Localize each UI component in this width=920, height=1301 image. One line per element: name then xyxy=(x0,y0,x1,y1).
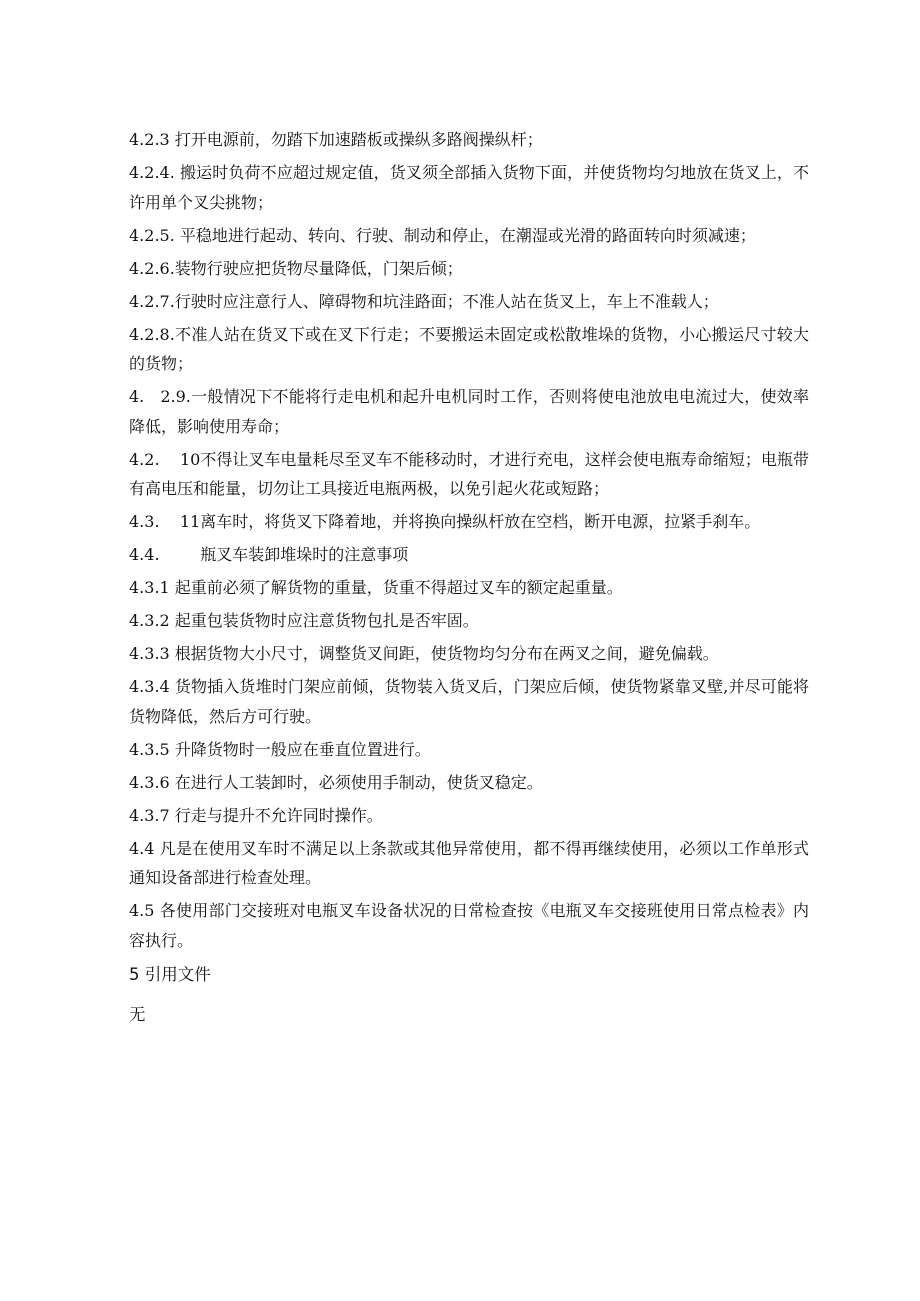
clause-4-3-4: 4.3.4 货物插入货堆时门架应前倾，货物装入货叉后，门架应后倾，使货物紧靠叉壁,并尽可能将货物降低，然后方可行驶。 xyxy=(129,677,809,726)
clause-4-2-10: 4.2. 10不得让叉车电量耗尽至叉车不能移动时，才进行充电，这样会使电瓶寿命缩短；电瓶带有高电压和能量，切勿让工具接近电瓶两极，以免引起火花或短路； xyxy=(129,449,809,498)
clause-4-2-9: 4. 2.9.一般情况下不能将行走电机和起升电机同时工作，否则将使电池放电电流过大，使效率降低，影响使用寿命； xyxy=(129,387,809,436)
clause-4-2-4: 4.2.4. 搬运时负荷不应超过规定值，货叉须全部插入货物下面，并使货物均匀地放在货叉上，不许用单个叉尖挑物； xyxy=(129,163,809,212)
clause-4-3-5: 4.3.5 升降货物时一般应在垂直位置进行。 xyxy=(129,739,431,759)
clause-4-3-11: 4.3. 11离车时，将货叉下降着地，并将换向操纵杆放在空档，断开电源，拉紧手刹车。 xyxy=(129,512,761,531)
clause-4-3-7: 4.3.7 行走与提升不允许同时操作。 xyxy=(129,805,383,825)
clause-4-3-2: 4.3.2 起重包装货物时应注意货物包扎是否牢固。 xyxy=(129,611,479,630)
clause-4-3-1: 4.3.1 起重前必须了解货物的重量，货重不得超过叉车的额定起重量。 xyxy=(129,578,623,597)
clause-4-3-6: 4.3.6 在进行人工装卸时，必须使用手制动，使货叉稳定。 xyxy=(129,772,543,792)
clause-4-5: 4.5 各使用部门交接班对电瓶叉车设备状况的日常检查按《电瓶叉车交接班使用日常点检表》内容执行。 xyxy=(129,901,809,950)
clause-4-2-6: 4.2.6.装物行驶应把货物尽量降低，门架后倾； xyxy=(129,258,463,278)
document-body xyxy=(129,125,809,1029)
section-5-content: 无 xyxy=(129,1005,146,1024)
clause-4-3-3: 4.3.3 根据货物大小尺寸，调整货叉间距，使货物均匀分布在两叉之间，避免偏载。 xyxy=(129,644,719,663)
clause-4-4-title: 4.4. 瓶叉车装卸堆垛时的注意事项 xyxy=(129,545,409,564)
clause-4-2-3: 4.2.3 打开电源前，勿踏下加速踏板或操纵多路阀操纵杆； xyxy=(129,130,543,149)
clause-4-2-8: 4.2.8.不准人站在货叉下或在叉下行走；不要搬运未固定或松散堆垛的货物，小心搬运尺寸较大的货物； xyxy=(129,324,809,373)
clause-4-4: 4.4 凡是在使用叉车时不满足以上条款或其他异常使用，都不得再继续使用，必须以工作单形式通知设备部进行检查处理。 xyxy=(129,838,809,887)
clause-4-2-7: 4.2.7.行驶时应注意行人、障碍物和坑洼路面；不准人站在货叉上，车上不准载人； xyxy=(129,291,719,311)
clause-4-2-5: 4.2.5. 平稳地进行起动、转向、行驶、制动和停止，在潮湿或光滑的路面转向时须减速； xyxy=(129,225,756,245)
section-5-heading: 5 引用文件 xyxy=(129,965,211,984)
